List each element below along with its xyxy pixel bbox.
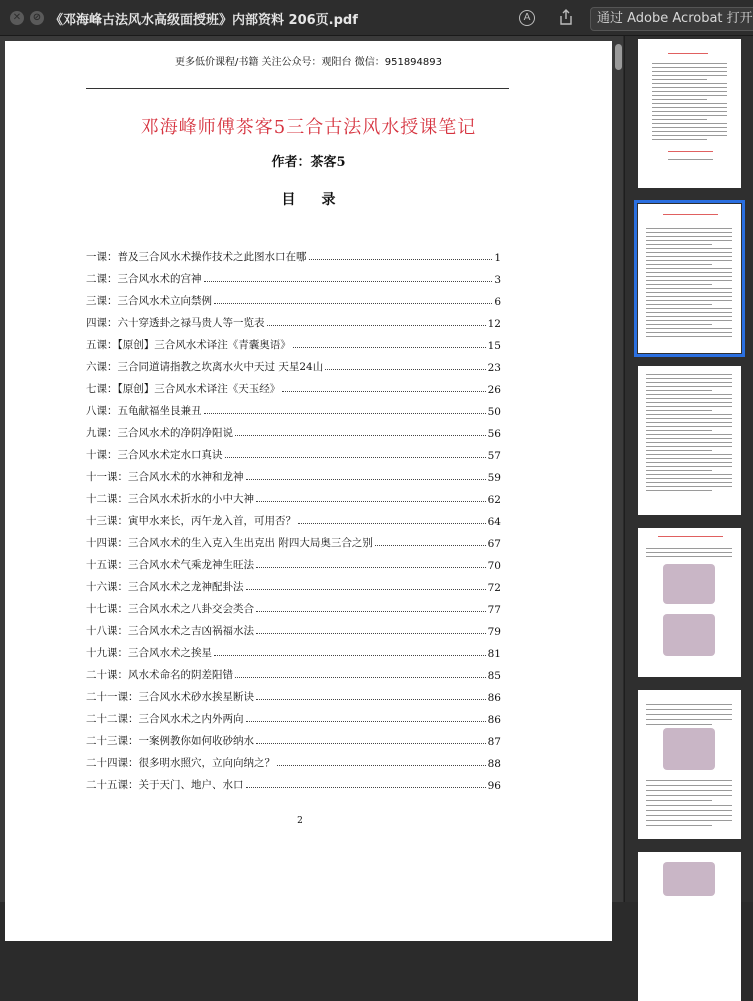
toc-entry <box>86 418 501 440</box>
toc-entry-label: 十八课：三合风水术之吉凶祸福水法 <box>86 625 254 637</box>
toc-entry-label: 十课：三合风水术定水口真诀 <box>86 449 223 461</box>
thumbnail-text-line <box>646 490 712 491</box>
thumbnail-text-line <box>646 442 732 443</box>
thumbnail-text-line <box>646 288 732 289</box>
toc-entry <box>86 572 501 594</box>
toc-entry-page: 3 <box>494 274 501 286</box>
thumbnail-text-line <box>646 300 732 301</box>
toc-leader-dots <box>235 677 486 678</box>
toc-entry <box>86 352 501 374</box>
open-in-acrobat-button[interactable]: 通过 Adobe Acrobat 打开 <box>590 7 753 31</box>
toc-entry-page: 57 <box>487 450 501 462</box>
thumbnail-text-line <box>652 79 707 80</box>
thumbnail-text-line <box>646 790 732 791</box>
thumbnail-text-line <box>646 264 712 265</box>
toc-entry-label: 二十二课：三合风水术之内外两向 <box>86 713 244 725</box>
thumbnail-text-line <box>646 260 732 261</box>
toc-entry-label: 十六课：三合风水术之龙神配卦法 <box>86 581 244 593</box>
thumbnail-text-line <box>652 111 727 112</box>
thumbnail-text-line <box>646 418 732 419</box>
thumbnail-text-line <box>646 815 732 816</box>
thumbnail-text-line <box>652 103 727 104</box>
toc-entry-label: 二课：三合风水术的宫神 <box>86 273 202 285</box>
minimize-icon[interactable]: ⊘ <box>30 11 44 25</box>
toc-leader-dots <box>325 369 485 370</box>
thumbnail-text-line <box>646 785 732 786</box>
toc-entry <box>86 374 501 396</box>
thumbnail-text-line <box>646 458 732 459</box>
thumbnail-sidebar <box>624 36 753 902</box>
thumbnail-text-line <box>646 324 712 325</box>
thumbnail-image <box>663 728 715 770</box>
toc-entry <box>86 484 501 506</box>
toc-entry-label: 十五课：三合风水术气乘龙神生旺法 <box>86 559 254 571</box>
thumbnail-text-line <box>646 810 732 811</box>
toc-entry-label: 二十三课：一案例教你如何收砂纳水 <box>86 735 254 747</box>
thumbnail-text-line <box>646 430 712 431</box>
toc-leader-dots <box>298 523 486 524</box>
thumbnail-text-line <box>652 131 727 132</box>
thumbnail-text-line <box>646 244 712 245</box>
thumbnail-text-line <box>646 438 732 439</box>
header-divider <box>86 88 509 89</box>
thumbnail-text-line <box>652 87 727 88</box>
toc-entry-page: 72 <box>487 582 501 594</box>
document-scrollbar[interactable] <box>614 41 623 902</box>
toc-leader-dots <box>246 479 486 480</box>
toc-leader-dots <box>256 567 486 568</box>
thumbnail-text-line <box>646 482 732 483</box>
toc-entry-page: 15 <box>487 340 501 352</box>
thumbnail-text-line <box>646 228 732 229</box>
toc-entry-label: 九课：三合风水术的净阴净阳说 <box>86 427 233 439</box>
thumbnail-text-line <box>646 548 732 549</box>
thumbnail-text-line <box>646 390 712 391</box>
toc-entry-label: 六课：三合同道请指教之坎离水火中天过 天星24山 <box>86 361 324 373</box>
thumbnail-text-line <box>646 719 732 720</box>
thumbnail-text-line <box>646 474 732 475</box>
thumbnail-text-line <box>652 139 707 140</box>
page-number: 2 <box>297 816 303 826</box>
thumbnail-text-line <box>646 709 732 710</box>
page-thumbnail-1[interactable] <box>638 39 741 188</box>
toc-entry <box>86 462 501 484</box>
thumbnail-text-line <box>646 820 732 821</box>
toc-entry-page: 23 <box>487 362 501 374</box>
toc-leader-dots <box>256 699 486 700</box>
toc-entry-label: 二十课：风水术命名的阴差阳错 <box>86 669 233 681</box>
page-thumbnail-2[interactable] <box>638 204 741 353</box>
thumbnail-text-line <box>646 276 732 277</box>
thumbnail-text-line <box>646 406 732 407</box>
thumbnail-text-line <box>646 378 732 379</box>
thumbnail-text-line <box>646 312 732 313</box>
toc-entry-page: 26 <box>487 384 501 396</box>
toc-entry <box>86 286 501 308</box>
thumbnail-text-line <box>652 119 707 120</box>
thumbnail-text-line <box>646 232 732 233</box>
toc-entry-page: 85 <box>487 670 501 682</box>
thumbnail-text-line <box>652 135 727 136</box>
toc-entry-label: 四课：六十穿透卦之禄马贵人等一览表 <box>86 317 265 329</box>
thumbnail-text-line <box>646 466 732 467</box>
thumbnail-image <box>663 614 715 656</box>
toc-entry <box>86 550 501 572</box>
toc-entry <box>86 770 501 792</box>
toc-entry-page: 70 <box>487 560 501 572</box>
toc-entry-page: 12 <box>487 318 501 330</box>
close-icon[interactable]: ✕ <box>10 11 24 25</box>
toc-entry-label: 十四课：三合风水术的生入克入生出克出 附四大局奥三合之别 <box>86 537 373 549</box>
toc-entry-page: 50 <box>487 406 501 418</box>
toc-entry <box>86 330 501 352</box>
toc-entry <box>86 264 501 286</box>
thumbnail-text-line <box>652 123 727 124</box>
toc-leader-dots <box>309 259 493 260</box>
toc-entry-label: 十七课：三合风水术之八卦交会类合 <box>86 603 254 615</box>
thumbnail-text-line <box>663 214 718 215</box>
thumbnail-text-line <box>646 414 732 415</box>
thumbnail-text-line <box>646 462 732 463</box>
toc-entry-page: 67 <box>487 538 501 550</box>
toc-entry-label: 十九课：三合风水术之挨星 <box>86 647 212 659</box>
thumbnail-text-line <box>646 402 732 403</box>
thumbnail-text-line <box>646 780 732 781</box>
thumbnail-text-line <box>668 151 713 152</box>
thumbnail-text-line <box>646 470 712 471</box>
toc-entry-page: 77 <box>487 604 501 616</box>
toc-leader-dots <box>225 457 486 458</box>
toc-heading: 目录 <box>281 192 362 208</box>
window-title: 《邓海峰古法风水高级面授班》内部资料 206页.pdf <box>50 13 358 28</box>
toc-entry-label: 十三课：寅甲水来长，丙午龙入首，可用否？ <box>86 515 296 527</box>
toc-leader-dots <box>246 787 486 788</box>
toc-entry-label: 三课：三合风水术立向禁例 <box>86 295 212 307</box>
thumbnail-text-line <box>652 63 727 64</box>
thumbnail-text-line <box>652 67 727 68</box>
thumbnail-text-line <box>646 284 712 285</box>
thumbnail-text-line <box>646 374 732 375</box>
toc-leader-dots <box>204 281 493 282</box>
toc-entry-page: 86 <box>487 714 501 726</box>
toc-entry-label: 二十一课：三合风水术砂水挨星断诀 <box>86 691 254 703</box>
thumbnail-text-line <box>646 394 732 395</box>
thumbnail-image <box>663 862 715 896</box>
thumbnail-text-line <box>668 159 713 160</box>
toc-entry-label: 十一课：三合风水术的水神和龙神 <box>86 471 244 483</box>
thumbnail-text-line <box>646 336 732 337</box>
thumbnail-text-line <box>652 71 727 72</box>
thumbnail-text-line <box>646 714 732 715</box>
thumbnail-text-line <box>652 75 727 76</box>
toc-entry <box>86 528 501 550</box>
thumbnail-text-line <box>646 795 732 796</box>
thumbnail-text-line <box>646 825 712 826</box>
thumbnail-text-line <box>652 127 727 128</box>
toc-entry-page: 87 <box>487 736 501 748</box>
toc-entry-label: 五课：【原创】三合风水术译注《青囊奥语》 <box>86 339 291 351</box>
thumbnail-text-line <box>646 478 732 479</box>
thumbnail-text-line <box>646 805 732 806</box>
scroll-thumb[interactable] <box>615 44 622 70</box>
toc-entry <box>86 594 501 616</box>
page-header: 更多低价课程/书籍 关注公众号：观阳台 微信：951894893 <box>175 57 442 68</box>
toc-entry <box>86 704 501 726</box>
thumbnail-text-line <box>668 53 708 54</box>
thumbnail-text-line <box>646 552 732 553</box>
thumbnail-text-line <box>652 99 707 100</box>
toc-entry-label: 二十四课：很多明水照穴，立向向纳之？ <box>86 757 275 769</box>
toc-entry-label: 十二课：三合风水术折水的小中大神 <box>86 493 254 505</box>
toc-entry <box>86 616 501 638</box>
thumbnail-text-line <box>646 280 732 281</box>
thumbnail-text-line <box>646 252 732 253</box>
toc-entry <box>86 396 501 418</box>
toc-entry-label: 一课：普及三合风水术操作技术之此图水口在哪 <box>86 251 307 263</box>
thumbnail-text-line <box>652 91 727 92</box>
toc-entry <box>86 242 501 264</box>
thumbnail-text-line <box>646 292 732 293</box>
toc-entry <box>86 748 501 770</box>
toc-entry-page: 56 <box>487 428 501 440</box>
page-thumbnail-4[interactable] <box>638 528 741 677</box>
toc-leader-dots <box>235 435 486 436</box>
thumbnail-text-line <box>646 332 732 333</box>
toc-leader-dots <box>214 655 486 656</box>
thumbnail-text-line <box>646 272 732 273</box>
thumbnail-text-line <box>652 95 727 96</box>
toc-leader-dots <box>267 325 486 326</box>
table-of-contents <box>86 242 501 792</box>
toc-leader-dots <box>375 545 486 546</box>
thumbnail-text-line <box>652 107 727 108</box>
thumbnail-text-line <box>646 308 732 309</box>
page-thumbnail-5[interactable] <box>638 690 741 839</box>
toc-leader-dots <box>256 633 486 634</box>
toc-entry-page: 64 <box>487 516 501 528</box>
toc-leader-dots <box>282 391 485 392</box>
thumbnail-text-line <box>646 426 732 427</box>
title-bar <box>0 0 753 36</box>
toc-entry-page: 79 <box>487 626 501 638</box>
thumbnail-text-line <box>646 410 712 411</box>
document-view[interactable] <box>0 36 623 902</box>
thumbnail-text-line <box>646 296 732 297</box>
thumbnail-text-line <box>646 320 732 321</box>
thumbnail-text-line <box>646 328 732 329</box>
thumbnail-text-line <box>646 704 732 705</box>
toc-leader-dots <box>256 501 486 502</box>
page-thumbnail-3[interactable] <box>638 366 741 515</box>
toc-leader-dots <box>293 347 486 348</box>
toc-leader-dots <box>256 611 486 612</box>
toc-leader-dots <box>214 303 492 304</box>
toc-entry <box>86 440 501 462</box>
toc-entry-page: 88 <box>487 758 501 770</box>
page-thumbnail-6[interactable] <box>638 852 741 1001</box>
toc-entry-page: 6 <box>494 296 501 308</box>
thumbnail-text-line <box>646 240 732 241</box>
thumbnail-text-line <box>646 256 732 257</box>
document-title: 邓海峰师傅茶客5三合古法风水授课笔记 <box>140 117 477 138</box>
thumbnail-image <box>663 564 715 604</box>
toc-entry <box>86 660 501 682</box>
toc-entry <box>86 638 501 660</box>
thumbnail-text-line <box>646 236 732 237</box>
thumbnail-text-line <box>646 304 712 305</box>
toc-entry <box>86 308 501 330</box>
toc-leader-dots <box>204 413 486 414</box>
thumbnail-text-line <box>646 486 732 487</box>
toc-leader-dots <box>277 765 486 766</box>
thumbnail-text-line <box>646 248 732 249</box>
author-line: 作者：茶客5 <box>271 155 346 170</box>
thumbnail-text-line <box>652 115 727 116</box>
toc-entry-page: 62 <box>487 494 501 506</box>
markup-icon[interactable]: A <box>519 10 535 26</box>
thumbnail-text-line <box>646 724 712 725</box>
toc-entry <box>86 682 501 704</box>
toc-leader-dots <box>256 743 486 744</box>
thumbnail-text-line <box>646 422 732 423</box>
thumbnail-text-line <box>646 450 712 451</box>
toc-entry-page: 86 <box>487 692 501 704</box>
toc-entry <box>86 726 501 748</box>
toc-leader-dots <box>246 721 486 722</box>
thumbnail-text-line <box>652 83 727 84</box>
thumbnail-text-line <box>646 454 732 455</box>
toc-entry-page: 96 <box>487 780 501 792</box>
thumbnail-text-line <box>646 398 732 399</box>
toc-entry-label: 七课：【原创】三合风水术译注《天玉经》 <box>86 383 281 395</box>
thumbnail-text-line <box>646 556 732 557</box>
toc-entry-page: 81 <box>487 648 501 660</box>
toc-entry-page: 59 <box>487 472 501 484</box>
thumbnail-text-line <box>646 268 732 269</box>
thumbnail-text-line <box>646 800 712 801</box>
thumbnail-text-line <box>646 446 732 447</box>
toc-entry-page: 1 <box>494 252 501 264</box>
thumbnail-text-line <box>658 536 723 537</box>
toc-entry-label: 二十五课：关于天门、地户、水口 <box>86 779 244 791</box>
thumbnail-text-line <box>646 434 732 435</box>
thumbnail-text-line <box>646 386 732 387</box>
thumbnail-text-line <box>646 316 732 317</box>
thumbnail-text-line <box>646 382 732 383</box>
share-icon[interactable] <box>557 9 575 27</box>
toc-entry <box>86 506 501 528</box>
toc-entry-label: 八课：五龟献福坐艮兼丑 <box>86 405 202 417</box>
toc-leader-dots <box>246 589 486 590</box>
pdf-page <box>5 41 612 941</box>
